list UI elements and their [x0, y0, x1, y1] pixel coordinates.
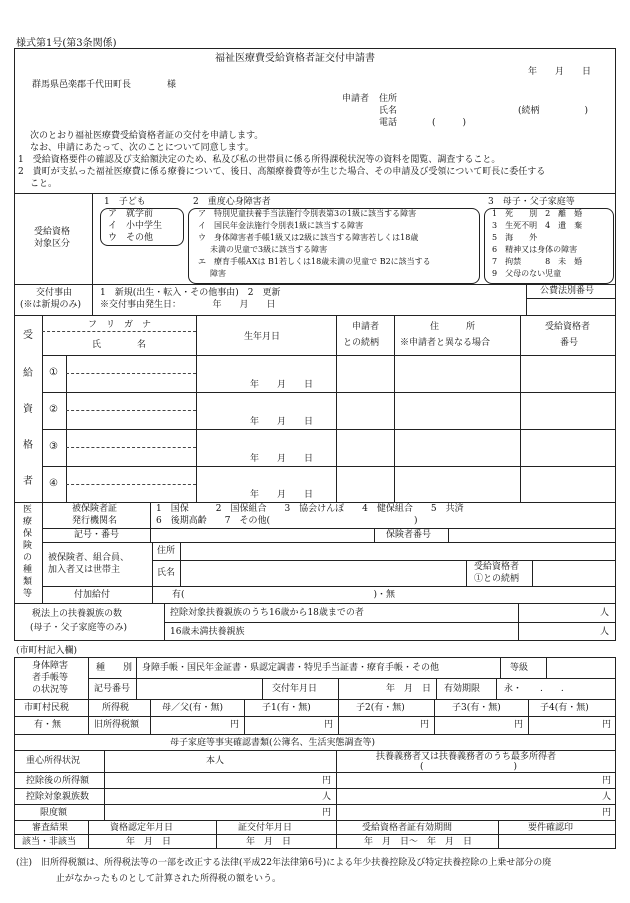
row-no-2: ② — [49, 404, 58, 415]
residence-tax-yn: 有・無 — [34, 720, 62, 730]
consent-item-2-cont: こと。 — [30, 179, 58, 189]
cert-label-1: 身体障害 — [32, 661, 69, 671]
public-number-label: 公費法別番号 — [540, 286, 595, 296]
extra-benefit-value: 有( )・無 — [172, 590, 396, 600]
cert-grade-label: 等級 — [510, 663, 529, 673]
single-option-2: 3 生死不明 4 遺 棄 — [492, 221, 583, 230]
child3-tax: 子3(有・無) — [452, 703, 501, 713]
name-header: 氏 名 — [92, 340, 147, 350]
max-income-label-1: 扶養義務者又は扶養義務者のうち最多所得者 — [376, 752, 557, 762]
single-cert-label: 母子家庭等事実確認書類(公簿名、生活実態調査等) — [170, 738, 376, 748]
child-option-c: ウ その他 — [108, 233, 154, 243]
insurance-side-1: 療 — [23, 517, 33, 527]
severe-option-d-cont: 障害 — [210, 269, 226, 278]
single-heading: 3 母子・父子家庭等 — [488, 197, 575, 207]
severe-option-c: ウ 身体障害者手帳1級又は2級に該当する障害若しくは18歳 — [198, 233, 419, 242]
reason-date: ※交付事由発生日： 年 月 日 — [100, 300, 276, 310]
recipient-side-3: 格 — [23, 440, 33, 451]
birth-value-2: 年 月 日 — [250, 417, 314, 427]
cert-label-2: 者手帳等 — [32, 673, 69, 683]
cert-record-label: 記号番号 — [94, 684, 131, 694]
income-yen-self: 円 — [322, 776, 332, 786]
tax-unit-2: 人 — [600, 627, 610, 637]
insurance-side-2: 保 — [23, 529, 33, 539]
applicant-label: 申請者 — [342, 94, 370, 104]
single-option-6: 9 父母のない児童 — [492, 269, 562, 278]
valid-period-label: 受給資格者証有効期間 — [362, 823, 453, 833]
cert-issue-date-value: 年 月 日 — [386, 684, 432, 694]
single-option-4: 6 精神又は身体の障害 — [492, 245, 578, 254]
heavy-income-label: 重心所得状況 — [26, 756, 81, 766]
intro-line-2: なお、申請にあたって、次のことについて同意します。 — [30, 143, 254, 153]
tax-row-1: 控除対象扶養親族のうち16歳から18歳までの者 — [170, 608, 364, 618]
row-no-4: ④ — [49, 478, 58, 489]
income-yen-max: 円 — [602, 776, 612, 786]
child-option-b: イ 小中学生 — [108, 221, 163, 231]
note-line-1: (注) 旧所得税額は、所得税法等の一部を改正する法律(平成22年法律第6号)による年少扶養控除及び特定扶養控除の上乗せ部分の廃 — [16, 858, 552, 868]
severe-option-a: ア 特別児童扶養手当法施行令別表第3の1級に該当する障害 — [198, 209, 417, 218]
note-line-2: 止がなかったものとして計算された所得税の額をいう。 — [56, 874, 282, 884]
holder-name-label: 氏名 — [157, 568, 176, 578]
yen-1: 円 — [230, 720, 240, 730]
applicant-relation-label: (続柄 ) — [518, 106, 589, 116]
verify-label: 要件確認印 — [528, 823, 574, 833]
insurance-side-3: 険 — [23, 541, 33, 551]
child-heading: 1 子ども — [104, 197, 146, 207]
applicant-phone-parens: ( ) — [432, 118, 467, 128]
severe-option-c-cont: 未満の児童で3級に該当する障害 — [210, 245, 328, 254]
birth-header: 生年月日 — [244, 332, 281, 342]
issue-date-label: 証交付年月日 — [238, 823, 293, 833]
severe-option-d: エ 療育手帳AXは B1若しくは18歳未満の児童で B2に該当する — [198, 257, 431, 266]
form-title: 福祉医療費受給資格者証交付申請書 — [215, 53, 375, 64]
relation-header-1: 申請者 — [352, 322, 380, 332]
relation-header-2: との続柄 — [343, 338, 380, 348]
number-header-2: 番号 — [560, 338, 579, 348]
review-label: 審査結果 — [32, 823, 69, 833]
child-option-a: ア 就学前 — [108, 209, 154, 219]
insurance-issuer-label: 発行機関名 — [72, 516, 118, 526]
child4-tax: 子4(有・無) — [540, 703, 589, 713]
after-deduct-label: 控除後の所得額 — [26, 776, 90, 786]
dependents-self: 人 — [322, 792, 332, 802]
applicant-address-label: 住所 — [379, 94, 398, 104]
category-label-2: 対象区分 — [34, 239, 71, 249]
recipient-side-4: 者 — [23, 476, 33, 487]
yen-3: 円 — [420, 720, 430, 730]
consent-item-1: 1 受給資格要件の確認及び支給額決定のため、私及び私の世帯員に係る所得課税状況等の資料を閲覧、調査すること。 — [18, 155, 501, 165]
income-tax-label: 所得税 — [102, 703, 130, 713]
child1-tax: 子1(有・無) — [262, 703, 311, 713]
child2-tax: 子2(有・無) — [356, 703, 405, 713]
insurance-types-1: 1 国保 2 国保組合 3 協会けんぽ 4 健保組合 5 共済 — [156, 504, 464, 514]
tax-label-2: (母子・父子家庭等のみ) — [30, 623, 128, 633]
yen-2: 円 — [324, 720, 334, 730]
applicant-phone-label: 電話 — [379, 118, 398, 128]
valid-period-value: 年 月 日～ 年 月 日 — [364, 837, 473, 847]
addressee: 群馬県邑楽郡千代田町長 様 — [32, 80, 177, 90]
insurance-side-7: 等 — [23, 589, 33, 599]
insurance-side-0: 医 — [23, 505, 33, 515]
dependents-label: 控除対象親族数 — [26, 792, 90, 802]
review-value: 該当・非該当 — [22, 837, 77, 847]
limit-yen-max: 円 — [602, 808, 612, 818]
holder-relation-label-2: ①との続柄 — [474, 574, 520, 584]
birth-value-3: 年 月 日 — [250, 454, 314, 464]
cert-date-value: 年 月 日 — [126, 837, 172, 847]
consent-item-2: 2 貴町が支払った福祉医療費に係る療養について、後日、高額療養費等が生じた場合、その申請及び受領について町長に委任する — [18, 167, 546, 177]
insurance-side-4: の — [23, 553, 33, 563]
furigana-header: フ リ ガ ナ — [88, 320, 152, 330]
holder-label-2: 加入者又は世帯主 — [48, 565, 121, 575]
cert-date-label: 資格認定年月日 — [110, 823, 174, 833]
residence-tax-label: 市町村民税 — [24, 703, 70, 713]
single-option-1: 1 死 別 2 離 婚 — [492, 209, 583, 218]
single-option-3: 5 海 外 — [492, 233, 538, 242]
reason-options: 1 新規(出生・転入・その他事由) 2 更新 — [100, 288, 281, 298]
max-income-label-2: ( ) — [420, 762, 518, 772]
reason-label-2: (※は新規のみ) — [20, 300, 82, 310]
self-label: 本人 — [206, 756, 225, 766]
holder-label-1: 被保険者、組合員、 — [48, 553, 130, 563]
category-label-1: 受給資格 — [34, 227, 71, 237]
holder-address-label: 住所 — [157, 546, 176, 556]
date-line: 年 月 日 — [528, 67, 592, 77]
old-tax-label: 旧所得税額 — [94, 720, 140, 730]
limit-yen-self: 円 — [322, 808, 332, 818]
form-number: 様式第1号(第3条関係) — [16, 38, 117, 49]
address-header-note: ※申請者と異なる場合 — [400, 338, 491, 348]
cert-validity-value: 永・ . . — [504, 684, 564, 694]
recipient-side-0: 受 — [23, 330, 33, 341]
number-header-1: 受給資格者 — [545, 322, 591, 332]
parent-tax: 母／父(有・無) — [162, 703, 224, 713]
intro-line-1: 次のとおり福祉医療費受給資格者証の交付を申請します。 — [30, 131, 264, 141]
yen-5: 円 — [602, 720, 612, 730]
cert-kind-label: 種 別 — [96, 663, 133, 673]
office-heading: (市町村記入欄) — [16, 646, 78, 656]
address-header: 住 所 — [430, 322, 476, 332]
birth-value-1: 年 月 日 — [250, 380, 314, 390]
cert-kinds: 身障手帳・国民年金証書・県認定調書・特児手当証書・療育手帳・その他 — [142, 663, 440, 673]
recipient-side-2: 資 — [23, 404, 33, 415]
row-no-1: ① — [49, 367, 58, 378]
tax-unit-1: 人 — [600, 608, 610, 618]
severe-option-b: イ 国民年金法施行令別表1級に該当する障害 — [198, 221, 364, 230]
single-option-5: 7 拘禁 8 未 婚 — [492, 257, 583, 266]
holder-relation-label-1: 受給資格者 — [474, 562, 520, 572]
yen-4: 円 — [514, 720, 524, 730]
insurance-side-5: 種 — [23, 565, 33, 575]
applicant-name-label: 氏名 — [379, 106, 398, 116]
insurer-number-label: 保険者番号 — [386, 530, 432, 540]
insurance-types-2: 6 後期高齢 7 その他( ) — [156, 516, 418, 526]
tax-row-2: 16歳未満扶養親族 — [170, 627, 245, 637]
reason-label-1: 交付事由 — [36, 288, 73, 298]
limit-label: 限度額 — [40, 808, 68, 818]
recipient-side-1: 給 — [23, 368, 33, 379]
severe-heading: 2 重度心身障害者 — [193, 197, 271, 207]
cert-label-3: の状況等 — [32, 685, 69, 695]
insurance-symbol-label: 記号・番号 — [74, 530, 120, 540]
birth-value-4: 年 月 日 — [250, 490, 314, 500]
insurance-card-label: 被保険者証 — [72, 504, 118, 514]
cert-issue-date-label: 交付年月日 — [272, 684, 318, 694]
insurance-side-6: 類 — [23, 577, 33, 587]
dependents-max: 人 — [602, 792, 612, 802]
extra-benefit-label: 付加給付 — [74, 590, 111, 600]
issue-date-value: 年 月 日 — [246, 837, 292, 847]
tax-label-1: 税法上の扶養親族の数 — [32, 609, 123, 619]
cert-validity-label: 有効期限 — [444, 684, 481, 694]
row-no-3: ③ — [49, 441, 58, 452]
